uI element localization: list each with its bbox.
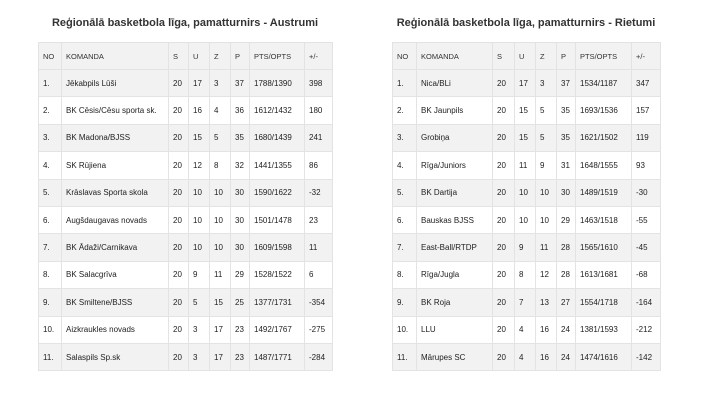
cell-diff: -275 xyxy=(305,316,333,343)
cell-points: 37 xyxy=(231,70,250,97)
cell-losses: 11 xyxy=(536,234,557,261)
cell-team: BK Cēsis/Cēsu sporta sk. xyxy=(62,97,169,124)
cell-wins: 10 xyxy=(189,234,210,261)
cell-no: 9. xyxy=(393,289,417,316)
cell-team: Mārupes SC xyxy=(417,343,493,370)
cell-losses: 10 xyxy=(210,234,231,261)
cell-no: 9. xyxy=(39,289,62,316)
cell-losses: 15 xyxy=(210,289,231,316)
cell-pts-opts: 1474/1616 xyxy=(576,343,632,370)
table-row xyxy=(393,289,661,316)
cell-team: Rīga/Juniors xyxy=(417,152,493,179)
cell-wins: 17 xyxy=(189,70,210,97)
table-row xyxy=(39,261,333,288)
cell-no: 2. xyxy=(39,97,62,124)
table-row xyxy=(393,234,661,261)
cell-losses: 8 xyxy=(210,152,231,179)
cell-diff: -164 xyxy=(632,289,661,316)
cell-no: 10. xyxy=(39,316,62,343)
cell-games: 20 xyxy=(169,343,189,370)
cell-diff: -32 xyxy=(305,179,333,206)
table-row xyxy=(393,316,661,343)
cell-wins: 11 xyxy=(515,152,536,179)
standings-table xyxy=(392,42,661,371)
cell-games: 20 xyxy=(169,97,189,124)
cell-diff: 180 xyxy=(305,97,333,124)
cell-pts-opts: 1377/1731 xyxy=(250,289,305,316)
cell-pts-opts: 1590/1622 xyxy=(250,179,305,206)
cell-no: 5. xyxy=(39,179,62,206)
cell-pts-opts: 1487/1771 xyxy=(250,343,305,370)
cell-points: 24 xyxy=(557,343,576,370)
cell-pts-opts: 1441/1355 xyxy=(250,152,305,179)
cell-diff: -30 xyxy=(632,179,661,206)
cell-no: 4. xyxy=(39,152,62,179)
cell-diff: 6 xyxy=(305,261,333,288)
table-row xyxy=(39,124,333,151)
table-row xyxy=(39,234,333,261)
cell-team: Krāslavas Sporta skola xyxy=(62,179,169,206)
cell-diff: -68 xyxy=(632,261,661,288)
table-row xyxy=(393,70,661,97)
cell-points: 32 xyxy=(231,152,250,179)
cell-wins: 17 xyxy=(515,70,536,97)
table-row xyxy=(393,261,661,288)
cell-no: 11. xyxy=(39,343,62,370)
cell-team: BK Roja xyxy=(417,289,493,316)
cell-losses: 13 xyxy=(536,289,557,316)
column-header-diff: +/- xyxy=(632,43,661,70)
cell-pts-opts: 1463/1518 xyxy=(576,206,632,233)
column-header-losses: Z xyxy=(536,43,557,70)
cell-no: 7. xyxy=(39,234,62,261)
cell-pts-opts: 1528/1522 xyxy=(250,261,305,288)
cell-wins: 8 xyxy=(515,261,536,288)
cell-games: 20 xyxy=(169,124,189,151)
cell-points: 27 xyxy=(557,289,576,316)
cell-team: Aizkraukles novads xyxy=(62,316,169,343)
cell-wins: 10 xyxy=(189,179,210,206)
cell-losses: 11 xyxy=(210,261,231,288)
cell-team: Jēkabpils Lūši xyxy=(62,70,169,97)
column-header-no: NO xyxy=(39,43,62,70)
cell-no: 5. xyxy=(393,179,417,206)
cell-points: 24 xyxy=(557,316,576,343)
cell-pts-opts: 1554/1718 xyxy=(576,289,632,316)
standings-east xyxy=(38,14,332,371)
cell-points: 37 xyxy=(557,70,576,97)
column-header-pts-opts: PTS/OPTS xyxy=(250,43,305,70)
cell-points: 25 xyxy=(231,289,250,316)
cell-diff: 11 xyxy=(305,234,333,261)
cell-no: 7. xyxy=(393,234,417,261)
column-header-wins: U xyxy=(515,43,536,70)
cell-diff: 157 xyxy=(632,97,661,124)
cell-team: Grobiņa xyxy=(417,124,493,151)
cell-pts-opts: 1680/1439 xyxy=(250,124,305,151)
cell-team: Rīga/Jugla xyxy=(417,261,493,288)
cell-games: 20 xyxy=(493,261,515,288)
cell-diff: -354 xyxy=(305,289,333,316)
cell-wins: 15 xyxy=(515,124,536,151)
cell-wins: 9 xyxy=(189,261,210,288)
cell-no: 3. xyxy=(393,124,417,151)
cell-losses: 3 xyxy=(210,70,231,97)
cell-diff: 119 xyxy=(632,124,661,151)
cell-losses: 5 xyxy=(536,124,557,151)
cell-losses: 5 xyxy=(210,124,231,151)
cell-diff: -55 xyxy=(632,206,661,233)
cell-games: 20 xyxy=(169,152,189,179)
cell-losses: 4 xyxy=(210,97,231,124)
column-header-losses: Z xyxy=(210,43,231,70)
cell-wins: 15 xyxy=(515,97,536,124)
cell-team: BK Madona/BJSS xyxy=(62,124,169,151)
cell-pts-opts: 1621/1502 xyxy=(576,124,632,151)
cell-no: 11. xyxy=(393,343,417,370)
cell-no: 1. xyxy=(393,70,417,97)
cell-pts-opts: 1501/1478 xyxy=(250,206,305,233)
column-header-wins: U xyxy=(189,43,210,70)
cell-team: BK Jaunpils xyxy=(417,97,493,124)
cell-points: 35 xyxy=(231,124,250,151)
cell-team: BK Ādaži/Carnikava xyxy=(62,234,169,261)
cell-losses: 10 xyxy=(536,206,557,233)
cell-losses: 10 xyxy=(536,179,557,206)
cell-pts-opts: 1609/1598 xyxy=(250,234,305,261)
cell-wins: 5 xyxy=(189,289,210,316)
cell-diff: 398 xyxy=(305,70,333,97)
column-header-points: P xyxy=(557,43,576,70)
cell-games: 20 xyxy=(169,70,189,97)
cell-no: 8. xyxy=(39,261,62,288)
cell-games: 20 xyxy=(169,316,189,343)
cell-no: 6. xyxy=(39,206,62,233)
cell-points: 35 xyxy=(557,124,576,151)
cell-games: 20 xyxy=(169,261,189,288)
cell-points: 30 xyxy=(231,206,250,233)
table-row xyxy=(39,206,333,233)
cell-team: BK Smiltene/BJSS xyxy=(62,289,169,316)
cell-diff: 86 xyxy=(305,152,333,179)
cell-points: 36 xyxy=(231,97,250,124)
cell-pts-opts: 1648/1555 xyxy=(576,152,632,179)
cell-no: 3. xyxy=(39,124,62,151)
cell-losses: 16 xyxy=(536,343,557,370)
cell-points: 30 xyxy=(231,234,250,261)
cell-losses: 16 xyxy=(536,316,557,343)
table-row xyxy=(393,206,661,233)
cell-pts-opts: 1565/1610 xyxy=(576,234,632,261)
cell-games: 20 xyxy=(493,234,515,261)
cell-wins: 4 xyxy=(515,343,536,370)
cell-pts-opts: 1492/1767 xyxy=(250,316,305,343)
cell-losses: 3 xyxy=(536,70,557,97)
cell-diff: 347 xyxy=(632,70,661,97)
cell-pts-opts: 1381/1593 xyxy=(576,316,632,343)
cell-team: BK Salacgrīva xyxy=(62,261,169,288)
cell-no: 10. xyxy=(393,316,417,343)
cell-games: 20 xyxy=(493,206,515,233)
table-title: Reģionālā basketbola līga, pamatturnirs - Rietumi xyxy=(396,17,656,29)
cell-points: 29 xyxy=(557,206,576,233)
cell-pts-opts: 1693/1536 xyxy=(576,97,632,124)
table-row xyxy=(39,97,333,124)
cell-wins: 12 xyxy=(189,152,210,179)
cell-losses: 17 xyxy=(210,316,231,343)
table-row xyxy=(39,289,333,316)
cell-team: Nica/BLi xyxy=(417,70,493,97)
table-row xyxy=(39,316,333,343)
cell-team: Salaspils Sp.sk xyxy=(62,343,169,370)
cell-pts-opts: 1613/1681 xyxy=(576,261,632,288)
cell-points: 23 xyxy=(231,343,250,370)
cell-games: 20 xyxy=(493,179,515,206)
column-header-games: S xyxy=(169,43,189,70)
cell-points: 23 xyxy=(231,316,250,343)
cell-team: East-Ball/RTDP xyxy=(417,234,493,261)
cell-losses: 10 xyxy=(210,206,231,233)
cell-games: 20 xyxy=(169,179,189,206)
cell-team: SK Rūjiena xyxy=(62,152,169,179)
cell-no: 6. xyxy=(393,206,417,233)
cell-points: 28 xyxy=(557,261,576,288)
standings-west xyxy=(392,14,660,371)
cell-wins: 4 xyxy=(515,316,536,343)
cell-points: 29 xyxy=(231,261,250,288)
column-header-diff: +/- xyxy=(305,43,333,70)
cell-games: 20 xyxy=(493,289,515,316)
cell-diff: 93 xyxy=(632,152,661,179)
cell-games: 20 xyxy=(493,97,515,124)
cell-points: 31 xyxy=(557,152,576,179)
table-row xyxy=(393,152,661,179)
cell-games: 20 xyxy=(493,343,515,370)
column-header-pts-opts: PTS/OPTS xyxy=(576,43,632,70)
cell-pts-opts: 1788/1390 xyxy=(250,70,305,97)
cell-points: 30 xyxy=(231,179,250,206)
cell-team: Bauskas BJSS xyxy=(417,206,493,233)
cell-team: Augšdaugavas novads xyxy=(62,206,169,233)
cell-diff: -284 xyxy=(305,343,333,370)
cell-wins: 3 xyxy=(189,343,210,370)
cell-pts-opts: 1612/1432 xyxy=(250,97,305,124)
cell-wins: 10 xyxy=(189,206,210,233)
cell-games: 20 xyxy=(169,289,189,316)
table-row xyxy=(393,343,661,370)
cell-wins: 10 xyxy=(515,206,536,233)
cell-losses: 10 xyxy=(210,179,231,206)
cell-diff: 23 xyxy=(305,206,333,233)
cell-pts-opts: 1534/1187 xyxy=(576,70,632,97)
cell-wins: 9 xyxy=(515,234,536,261)
cell-games: 20 xyxy=(493,152,515,179)
table-row xyxy=(39,179,333,206)
table-row xyxy=(393,97,661,124)
cell-losses: 12 xyxy=(536,261,557,288)
cell-points: 35 xyxy=(557,97,576,124)
cell-no: 8. xyxy=(393,261,417,288)
cell-no: 4. xyxy=(393,152,417,179)
column-header-games: S xyxy=(493,43,515,70)
cell-wins: 15 xyxy=(189,124,210,151)
cell-pts-opts: 1489/1519 xyxy=(576,179,632,206)
cell-diff: -142 xyxy=(632,343,661,370)
cell-points: 30 xyxy=(557,179,576,206)
cell-wins: 16 xyxy=(189,97,210,124)
cell-games: 20 xyxy=(493,124,515,151)
cell-losses: 5 xyxy=(536,97,557,124)
column-header-no: NO xyxy=(393,43,417,70)
column-header-team: KOMANDA xyxy=(417,43,493,70)
cell-no: 1. xyxy=(39,70,62,97)
table-row xyxy=(39,343,333,370)
table-row xyxy=(39,152,333,179)
cell-diff: -212 xyxy=(632,316,661,343)
cell-wins: 10 xyxy=(515,179,536,206)
cell-losses: 9 xyxy=(536,152,557,179)
table-row xyxy=(39,70,333,97)
cell-team: BK Dartija xyxy=(417,179,493,206)
table-row xyxy=(393,179,661,206)
cell-games: 20 xyxy=(169,206,189,233)
cell-games: 20 xyxy=(493,70,515,97)
cell-games: 20 xyxy=(169,234,189,261)
cell-wins: 7 xyxy=(515,289,536,316)
cell-games: 20 xyxy=(493,316,515,343)
table-row xyxy=(393,124,661,151)
cell-no: 2. xyxy=(393,97,417,124)
cell-team: LLU xyxy=(417,316,493,343)
cell-diff: 241 xyxy=(305,124,333,151)
standings-table xyxy=(38,42,333,371)
table-title: Reģionālā basketbola līga, pamatturnirs - Austrumi xyxy=(51,17,319,29)
cell-wins: 3 xyxy=(189,316,210,343)
cell-losses: 17 xyxy=(210,343,231,370)
column-header-team: KOMANDA xyxy=(62,43,169,70)
cell-points: 28 xyxy=(557,234,576,261)
cell-diff: -45 xyxy=(632,234,661,261)
column-header-points: P xyxy=(231,43,250,70)
